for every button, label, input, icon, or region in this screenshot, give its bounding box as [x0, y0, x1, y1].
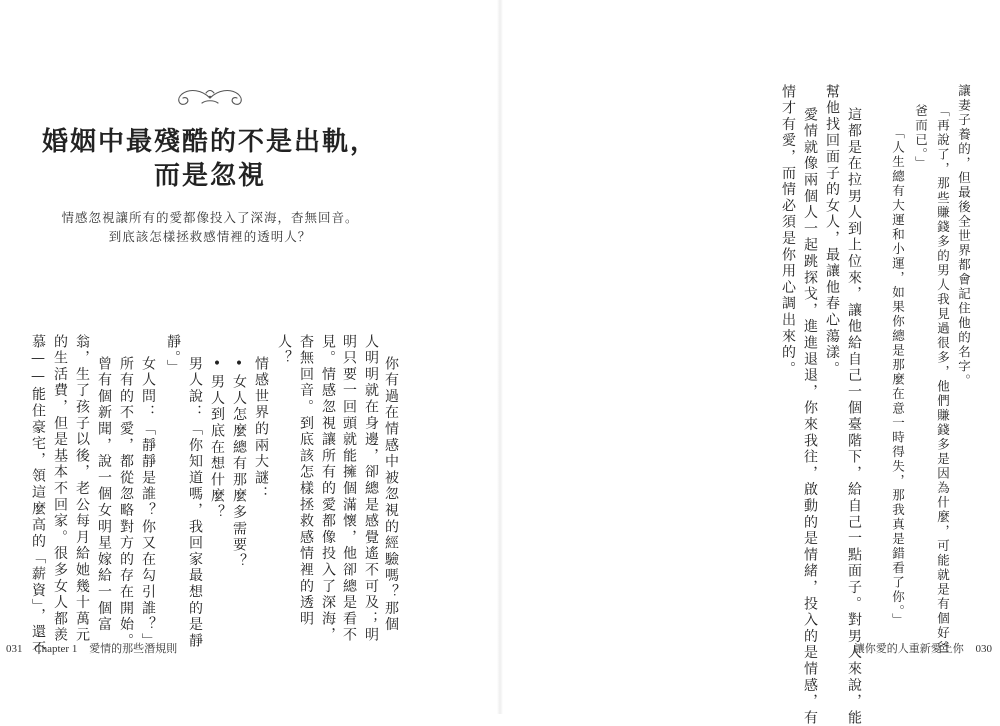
list-item: •女人怎麼總有那麼多需要？	[231, 356, 247, 570]
text-column: 愛情就像兩個人一起跳探戈，進進退退，你來我往，啟動的是情緒，投入的是情感，有	[802, 107, 818, 726]
text-column: 人？	[276, 334, 292, 367]
text-column: 人明明就在身邊，卻總是感覺遙不可及；明	[363, 334, 379, 644]
text-column: 慕——能住豪宅，領這麼高的「薪資」，還不	[30, 334, 46, 657]
text-column: 明只要一回頭就能擁個滿懷，他卻總是看不	[341, 334, 357, 644]
chapter-subtitle: 到底該怎樣拯救感情裡的透明人？	[108, 229, 312, 244]
text-column: 讓妻子養的，但最後全世界都會記住他的名字。	[956, 84, 972, 389]
text-column: 杳無回音。到底該怎樣拯救感情裡的透明	[298, 334, 314, 628]
text-column: 靜。」	[165, 334, 181, 376]
footer-left	[6, 640, 186, 656]
text-column: 情才有愛，而情必須是你用心調出來的。	[780, 84, 796, 378]
text-column: 的生活費，但是基本不回家。很多女人都羨	[52, 334, 68, 644]
text-column: 幫他找回面子的女人，最讓他春心蕩漾。	[824, 84, 840, 378]
text-column: 你有過在情感中被忽視的經驗嗎？那個	[383, 356, 399, 634]
book-gutter	[497, 0, 503, 714]
quote-column: 「再說了，那些賺錢多的男人我見過很多，他們賺錢多是因為什麼，可能就是有個好爸	[935, 104, 951, 655]
chapter-headline: 婚姻中最殘酷的不是出軌，	[41, 127, 378, 157]
text-column: 情感世界的兩大謎：	[253, 356, 269, 503]
page-number: 030	[975, 643, 992, 655]
book-title: 讓你愛的人重新愛上你	[853, 643, 964, 655]
text-column: 翁，生了孩子以後，老公每月給她幾十萬元	[74, 334, 90, 644]
chapter-headline: 而是忽視	[153, 161, 266, 191]
text-column: 這都是在拉男人到上位來，讓他給自己一個臺階下，給自己一點面子。對男人來說，能	[846, 107, 862, 726]
text-column: 曾有個新聞，說一個女明星嫁給一個富	[96, 356, 112, 634]
ornament-divider-icon	[172, 82, 248, 112]
quote-column: 爸而已。」	[913, 104, 929, 171]
list-item: •男人到底在想什麼？	[209, 356, 225, 521]
quote-column: 「人生總有大運和小運，如果你總是那麼在意一時得失，那我真是錯看了你。」	[890, 126, 906, 628]
page-number: 031	[6, 643, 23, 655]
chapter-subtitle: 情感忽視讓所有的愛都像投入了深海，杳無回音。	[61, 210, 359, 225]
text-column: 男人說：「你知道嗎，我回家最想的是靜	[187, 356, 203, 650]
text-column: 見。情感忽視讓所有的愛都像投入了深海，	[320, 334, 336, 644]
left-page	[0, 0, 500, 714]
chapter-label: Chapter 1	[34, 643, 78, 655]
chapter-title: 愛情的那些潛規則	[89, 643, 178, 655]
text-column: 所有的不愛，都從忽略對方的存在開始。	[118, 356, 134, 650]
text-column: 女人問：「靜靜是誰？你又在勾引誰？」	[140, 356, 156, 650]
right-page	[500, 0, 1000, 726]
footer-right	[845, 640, 992, 656]
